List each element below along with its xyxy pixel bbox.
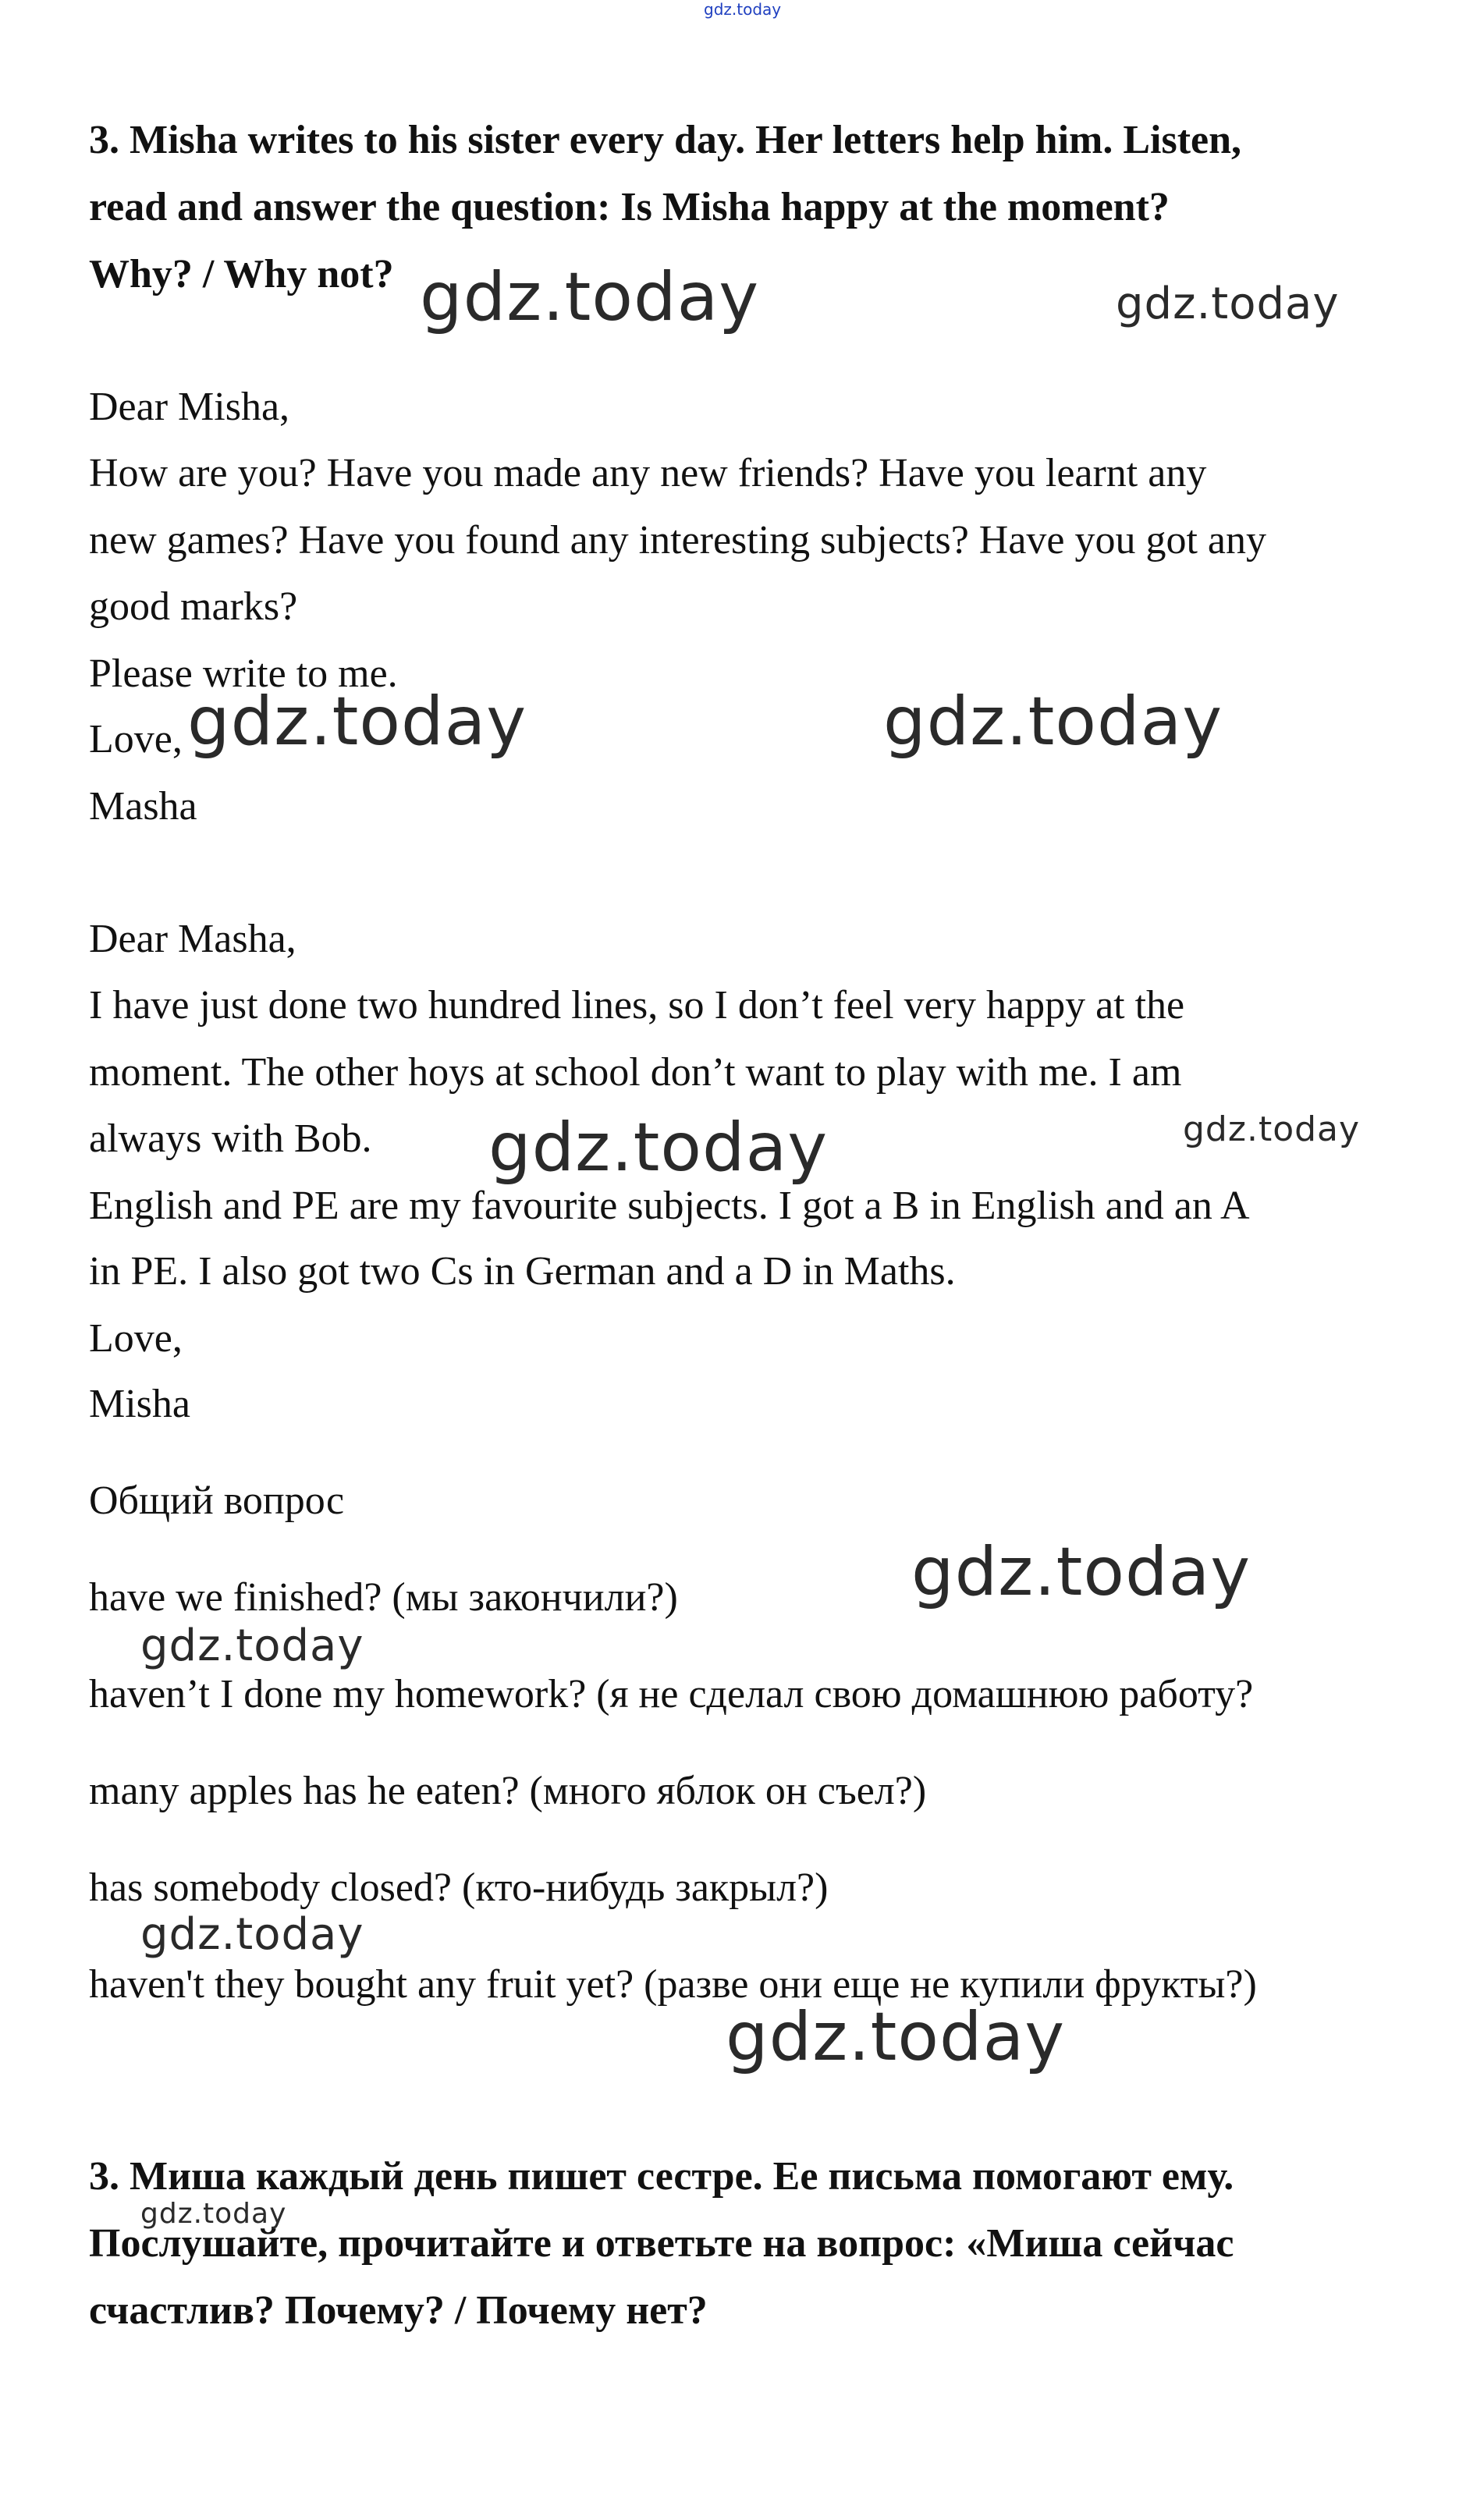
watermark: gdz.today (140, 1620, 364, 1671)
letter-masha-greeting: Dear Misha, (89, 385, 290, 429)
general-question-1: have we finished? (мы закончили?) (89, 1575, 678, 1620)
letter-misha-line-2: moment. The other hoys at school don’t want to play with me. I am (89, 1050, 1182, 1095)
general-question-5: haven't they bought any fruit yet? (разве они еще не купили фрукты?) (89, 1962, 1257, 2007)
letter-misha-closing: Love, (89, 1316, 183, 1361)
general-questions-heading: Общий вопрос (89, 1478, 345, 1523)
letter-masha-line-3: good marks? (89, 584, 298, 629)
watermark: gdz.today (488, 1109, 829, 1187)
letter-misha-signature: Misha (89, 1382, 190, 1426)
letter-masha-line-4: Please write to me. (89, 651, 398, 696)
header-watermark: gdz.today (704, 0, 782, 19)
task-heading-ru-line-3: счастлив? Почему? / Почему нет? (89, 2288, 708, 2333)
letter-misha-greeting: Dear Masha, (89, 917, 296, 961)
general-question-3: many apples has he eaten? (много яблок он съел?) (89, 1769, 927, 1813)
watermark: gdz.today (883, 683, 1223, 761)
letter-masha-closing: Love, (89, 717, 183, 761)
watermark: gdz.today (140, 1909, 364, 1960)
watermark: gdz.today (140, 2198, 287, 2230)
watermark: gdz.today (1116, 279, 1340, 329)
general-question-2: haven’t I done my homework? (я не сделал свою домашнюю работу? (89, 1672, 1254, 1716)
watermark: gdz.today (420, 258, 760, 336)
letter-misha-line-1: I have just done two hundred lines, so I don’t feel very happy at the (89, 983, 1185, 1028)
watermark: gdz.today (726, 1998, 1066, 2076)
letter-masha-line-2: new games? Have you found any interesting subjects? Have you got any (89, 518, 1267, 563)
letter-misha-line-4: English and PE are my favourite subjects. I got a B in English and an A (89, 1184, 1250, 1228)
watermark: gdz.today (1183, 1109, 1361, 1149)
letter-masha-line-1: How are you? Have you made any new friends? Have you learnt any (89, 451, 1207, 495)
letter-misha-line-5: in PE. I also got two Cs in German and a D in Maths. (89, 1249, 956, 1294)
task-heading-line-1: 3. Misha writes to his sister every day. Her letters help him. Listen, (89, 118, 1242, 162)
general-question-4: has somebody closed? (кто-нибудь закрыл?) (89, 1865, 829, 1910)
task-heading-line-3: Why? / Why not? (89, 252, 394, 296)
task-heading-ru-line-2: Послушайте, прочитайте и ответьте на вопрос: «Миша сейчас (89, 2221, 1234, 2266)
watermark: gdz.today (911, 1533, 1251, 1611)
watermark: gdz.today (187, 683, 527, 761)
task-heading-line-2: read and answer the question: Is Misha happy at the moment? (89, 185, 1170, 229)
letter-masha-signature: Masha (89, 784, 197, 829)
letter-misha-line-3: always with Bob. (89, 1116, 372, 1161)
task-heading-ru-line-1: 3. Миша каждый день пишет сестре. Ее письма помогают ему. (89, 2154, 1234, 2199)
